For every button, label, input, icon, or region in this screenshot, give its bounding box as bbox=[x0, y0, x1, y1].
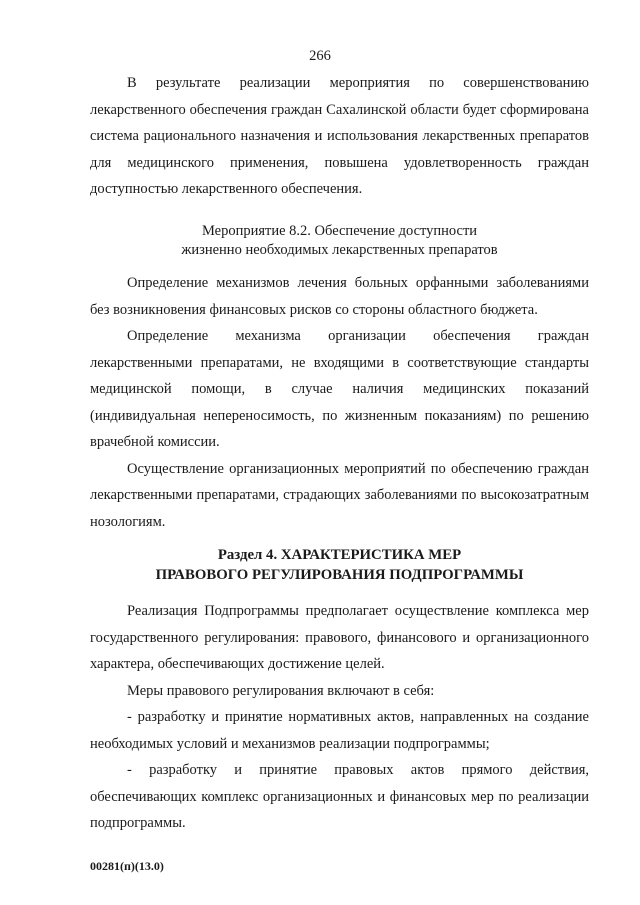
section-heading bbox=[90, 546, 589, 585]
paragraph: Определение механизма организации обеспечения граждан лекарственными препаратами, не входящими в соответствующие стандарты медицинской помощи, в случае наличия медицинских показаний (индивидуальная непереносимость, по жизненным показаниям) по решению врачебной комиссии. bbox=[90, 328, 589, 450]
paragraph: Реализация Подпрограммы предполагает осуществление комплекса мер государственного регулирования: правового, финансового и организационного характера, обеспечивающих достижение целей. bbox=[90, 603, 589, 672]
measure-heading-line-1: Мероприятие 8.2. Обеспечение доступности bbox=[201, 223, 478, 239]
paragraph: Осуществление организационных мероприятий по обеспечению граждан лекарственными препаратами, страдающих заболеваниями по высокозатратным нозологиям. bbox=[90, 460, 589, 530]
paragraph: В результате реализации мероприятия по совершенствованию лекарственного обеспечения граждан Сахалинской области будет сформирована система рационального назначения и использования лекарственных препаратов для медицинского применения, повышена удовлетворенность граждан доступностью лекарственного обеспечения. bbox=[90, 75, 589, 197]
document-code: 00281(п)(13.0) bbox=[90, 859, 164, 873]
section-block bbox=[90, 598, 589, 837]
page-number: 266 bbox=[309, 48, 331, 64]
intro-block bbox=[90, 70, 589, 203]
paragraph: - разработку и принятие правовых актов прямого действия, обеспечивающих комплекс организационных и финансовых мер по реализации подпрограммы. bbox=[90, 762, 589, 831]
paragraph: - разработку и принятие нормативных актов, направленных на создание необходимых условий и механизмов реализации подпрограммы; bbox=[90, 709, 589, 752]
measure-heading bbox=[90, 222, 589, 260]
paragraph: Меры правового регулирования включают в себя: bbox=[127, 682, 435, 699]
section-heading-line-2: ПРАВОВОГО РЕГУЛИРОВАНИЯ ПОДПРОГРАММЫ bbox=[155, 566, 524, 583]
section-heading-line-1: Раздел 4. ХАРАКТЕРИСТИКА МЕР bbox=[217, 547, 462, 563]
paragraph: Определение механизмов лечения больных орфанными заболеваниями без возникновения финансовых рисков со стороны областного бюджета. bbox=[90, 275, 589, 318]
measure-block bbox=[90, 270, 589, 535]
measure-heading-line-2: жизненно необходимых лекарственных препаратов bbox=[181, 242, 498, 258]
